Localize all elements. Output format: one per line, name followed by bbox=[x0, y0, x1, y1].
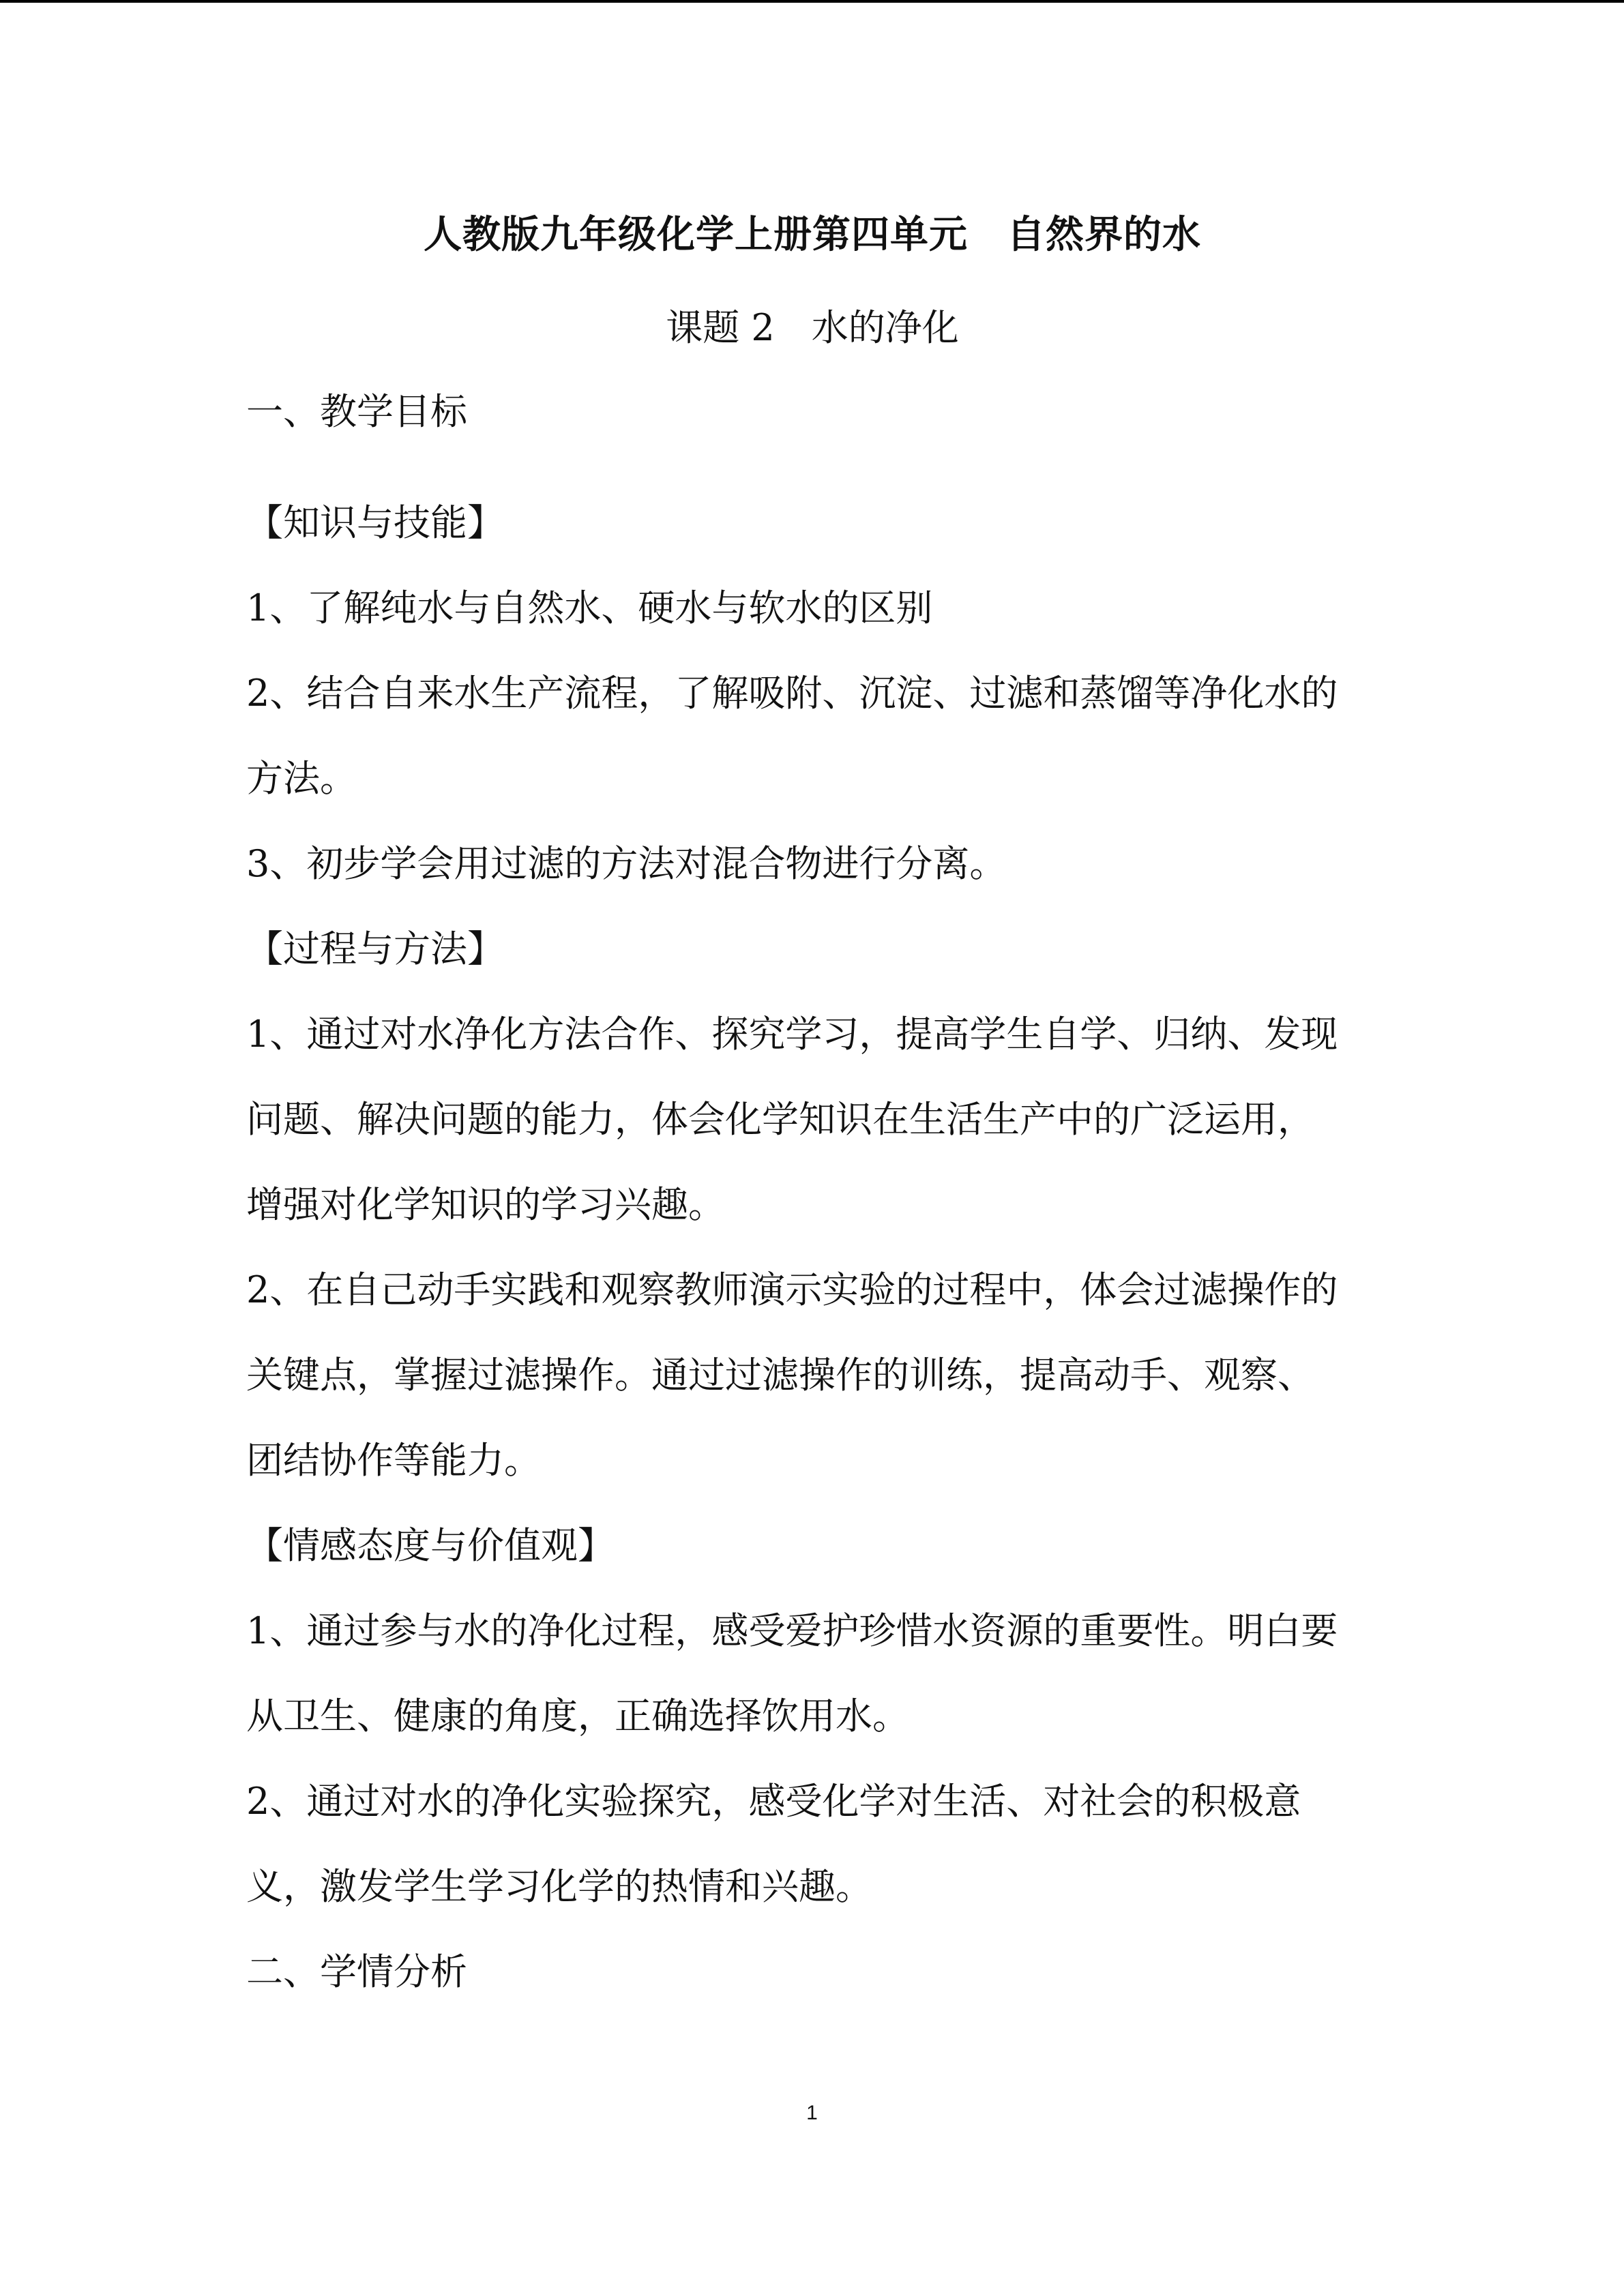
text-line: 从卫生、健康的角度，正确选择饮用水。 bbox=[246, 1695, 909, 1738]
subsection-heading-process-methods: 【过程与方法】 bbox=[246, 927, 504, 970]
subsection-heading-emotion-values: 【情感态度与价值观】 bbox=[246, 1524, 615, 1567]
text-line: 2、结合自来水生产流程，了解吸附、沉淀、过滤和蒸馏等净化水的 bbox=[246, 672, 1338, 715]
text-line: 1、通过对水净化方法合作、探究学习，提高学生自学、归纳、发现 bbox=[246, 1013, 1338, 1056]
text-line: 3、初步学会用过滤的方法对混合物进行分离。 bbox=[246, 842, 1007, 885]
text-line: 关键点，掌握过滤操作。通过过滤操作的训练，提高动手、观察、 bbox=[246, 1354, 1314, 1397]
text-line: 2、在自己动手实践和观察教师演示实验的过程中，体会过滤操作的 bbox=[246, 1268, 1338, 1311]
page-top-border bbox=[0, 0, 1624, 3]
text-line: 2、通过对水的净化实验探究，感受化学对生活、对社会的积极意 bbox=[246, 1780, 1301, 1823]
page-number: 1 bbox=[806, 2102, 818, 2124]
text-line: 问题、解决问题的能力，体会化学知识在生活生产中的广泛运用， bbox=[246, 1098, 1314, 1141]
text-line: 1、了解纯水与自然水、硬水与软水的区别 bbox=[246, 586, 933, 629]
section-heading-teaching-goals: 一、教学目标 bbox=[246, 390, 467, 433]
document-title: 人教版九年级化学上册第四单元 自然界的水 bbox=[424, 212, 1201, 257]
text-line: 增强对化学知识的学习兴趣。 bbox=[246, 1183, 725, 1226]
text-line: 1、通过参与水的净化过程，感受爱护珍惜水资源的重要性。明白要 bbox=[246, 1609, 1338, 1652]
text-line: 义，激发学生学习化学的热情和兴趣。 bbox=[246, 1865, 872, 1908]
document-subtitle: 课题 2 水的净化 bbox=[666, 306, 959, 349]
section-heading-student-analysis: 二、学情分析 bbox=[246, 1950, 467, 1993]
text-line: 方法。 bbox=[246, 757, 357, 800]
text-line: 团结协作等能力。 bbox=[246, 1439, 541, 1482]
subsection-heading-knowledge-skills: 【知识与技能】 bbox=[246, 501, 504, 544]
